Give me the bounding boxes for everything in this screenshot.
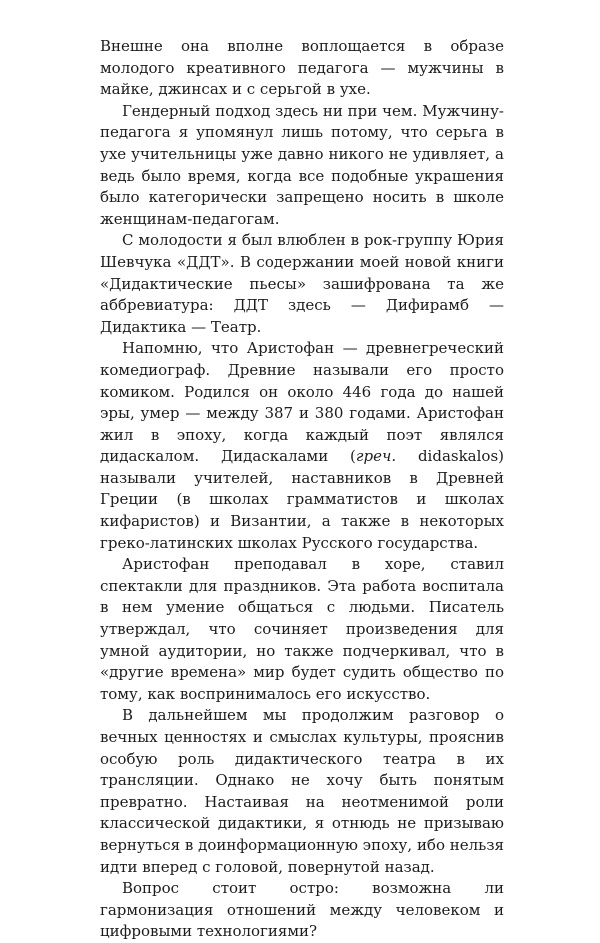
paragraph-4-text-before: Напомню, что Аристофан — древнегреческий комедиограф. Древние называли его просто комиком. Родился он около 446 года до нашей эры, умер — между 387 и 380 годами. Аристофан жил в эпоху, когда каждый поэт являлся дидаскалом. Дидаскалами ( bbox=[100, 339, 504, 466]
paragraph-7: Вопрос стоит остро: возможна ли гармонизация отношений между человеком и цифровыми технологиями? bbox=[100, 879, 504, 941]
body-text bbox=[100, 36, 504, 943]
paragraph-5: Аристофан преподавал в хоре, ставил спектакли для праздников. Эта работа воспитала в нем умение общаться с людьми. Писатель утверждал, что сочиняет произведения для умной аудитории, но также подчеркивал, что в «другие времена» мир будет судить общество по тому, как воспринималось его искусство. bbox=[100, 555, 504, 703]
paragraph-4-italic-abbrev: греч. bbox=[355, 447, 397, 466]
paragraph-2: Гендерный подход здесь ни при чем. Мужчину-педагога я упомянул лишь потому, что серьга в ухе учительницы уже давно никого не удивляет, а ведь было время, когда все подобные украшения было категорически запрещено носить в школе женщинам-педагогам. bbox=[100, 101, 504, 228]
paragraph-1: Внешне она вполне воплощается в образе молодого креативного педагога — мужчины в майке, джинсах и с серьгой в ухе. bbox=[100, 37, 504, 99]
paragraph-6: В дальнейшем мы продолжим разговор о вечных ценностях и смыслах культуры, прояснив особую роль дидактического театра в их трансляции. Однако не хочу быть понятым превратно. Настаивая на неотменимой роли классической дидактики, я отнюдь не призываю вернуться в доинформационную эпоху, ибо нельзя идти вперед с головой, повернутой назад. bbox=[100, 706, 504, 876]
paragraph-4 bbox=[100, 338, 504, 554]
paragraph-3: С молодости я был влюблен в рок-группу Юрия Шевчука «ДДТ». В содержании моей новой книги «Дидактические пьесы» зашифрована та же аббревиатура: ДДТ здесь — Дифирамб — Дидактика — Театр. bbox=[100, 231, 504, 336]
paragraph-4-text-after: didaskalos) называли учителей, наставников в Древней Греции (в школах грамматистов и школах кифаристов) и Византии, а также в некоторых греко-латинских школах Русского государства. bbox=[100, 447, 504, 552]
